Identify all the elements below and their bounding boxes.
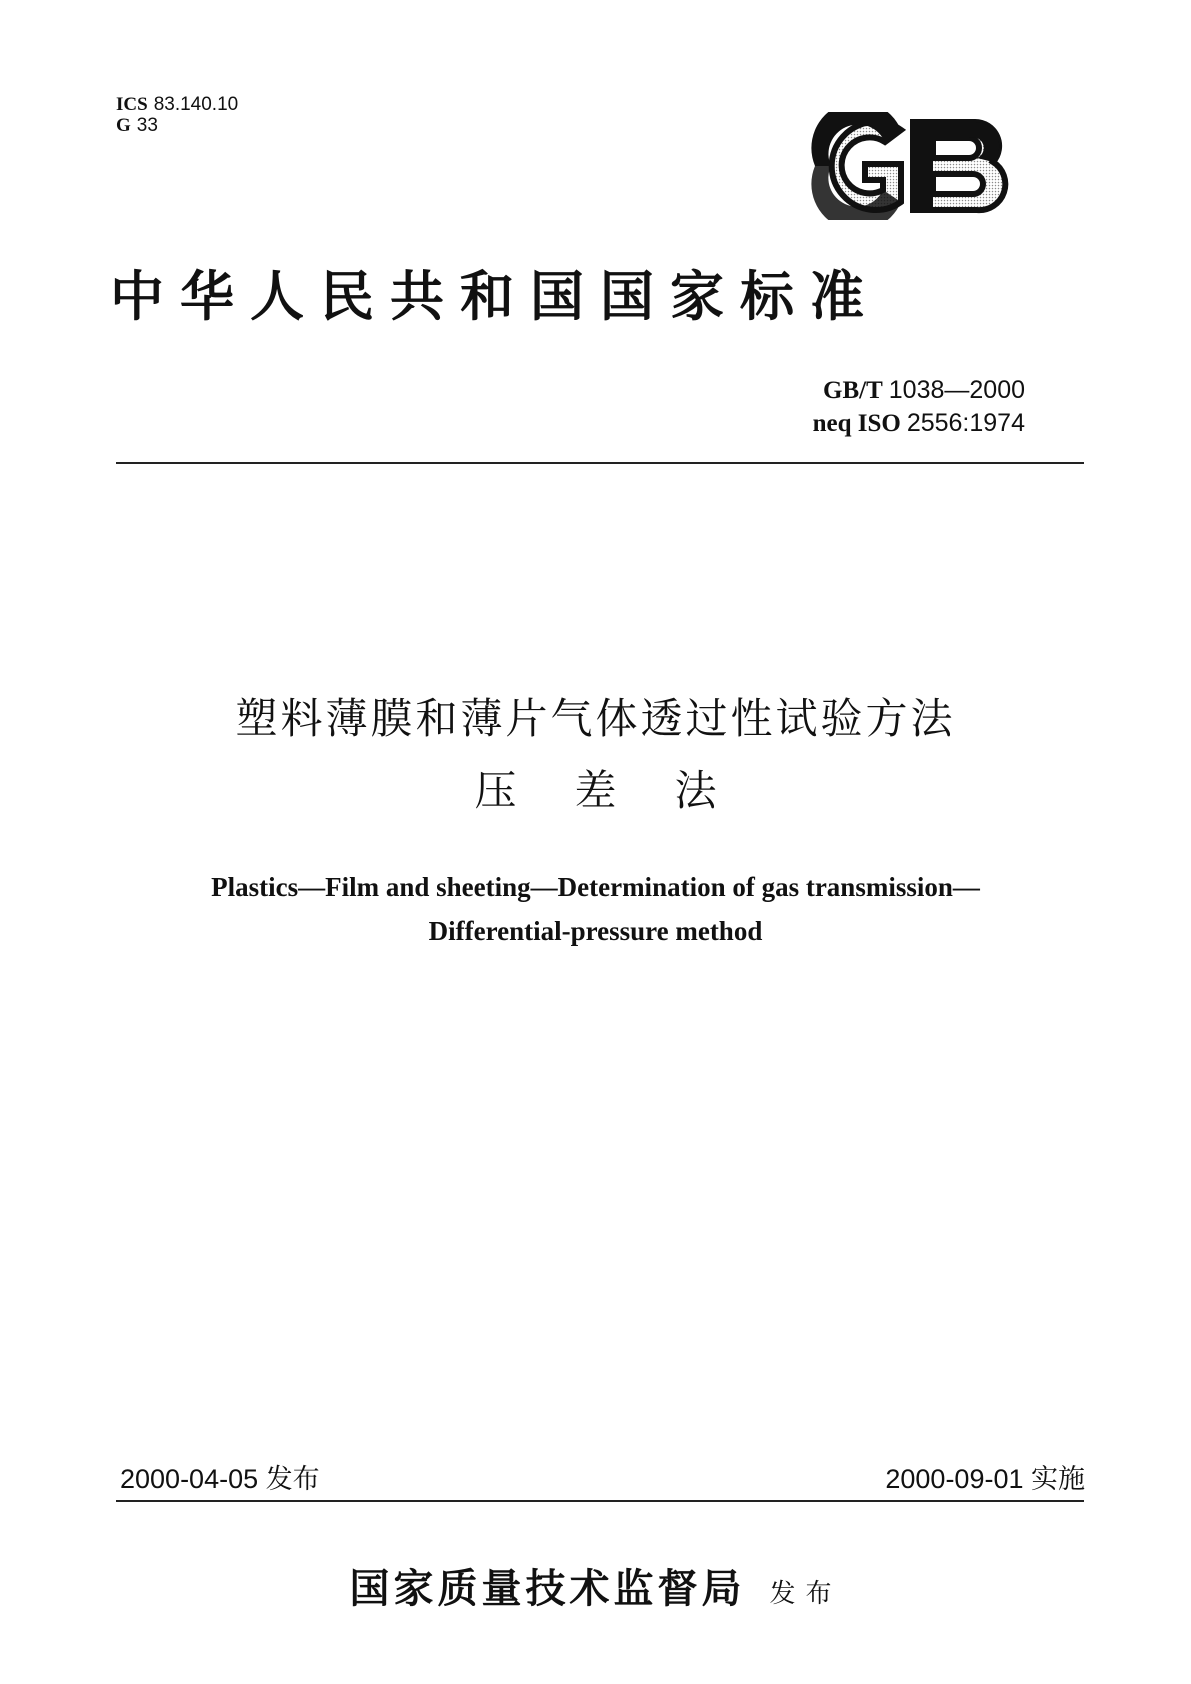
top-divider — [116, 462, 1084, 464]
equivalent-standard-line — [740, 407, 1025, 440]
english-title-line1: Plastics—Film and sheeting—Determination of gas transmission— — [211, 872, 980, 902]
standard-numbers — [740, 374, 1025, 440]
ics-label: ICS — [116, 94, 148, 115]
ccs-code: 33 — [136, 115, 158, 136]
standard-number-prefix: GB/T — [823, 377, 883, 404]
equivalent-standard-prefix: neq ISO — [812, 410, 901, 437]
bottom-divider — [116, 1500, 1084, 1502]
national-standard-title: 中华人民共和国国家标准 — [110, 267, 880, 327]
effective-date: 2000-09-01 实施 — [885, 1464, 1085, 1494]
gb-logo — [805, 112, 1013, 220]
equivalent-standard-number: 2556:1974 — [906, 409, 1025, 437]
ccs-line — [116, 115, 238, 136]
ics-line — [116, 94, 238, 115]
ics-code: 83.140.10 — [153, 94, 239, 115]
english-title-line2: Differential-pressure method — [428, 916, 763, 946]
chinese-title-line2: 压差法 — [474, 766, 775, 815]
svg-text:GB: GB — [909, 217, 911, 218]
issue-date: 2000-04-05 发布 — [120, 1464, 320, 1494]
publisher-line — [0, 1562, 1191, 1624]
publisher-action: 发布 — [769, 1579, 842, 1609]
classification-codes — [116, 94, 238, 136]
ccs-label: G — [116, 115, 131, 136]
chinese-title-line1: 塑料薄膜和薄片气体透过性试验方法 — [235, 694, 956, 743]
standard-number: 1038—2000 — [888, 376, 1025, 404]
standard-number-line — [740, 374, 1025, 407]
publisher-organization: 国家质量技术监督局 — [349, 1566, 746, 1611]
